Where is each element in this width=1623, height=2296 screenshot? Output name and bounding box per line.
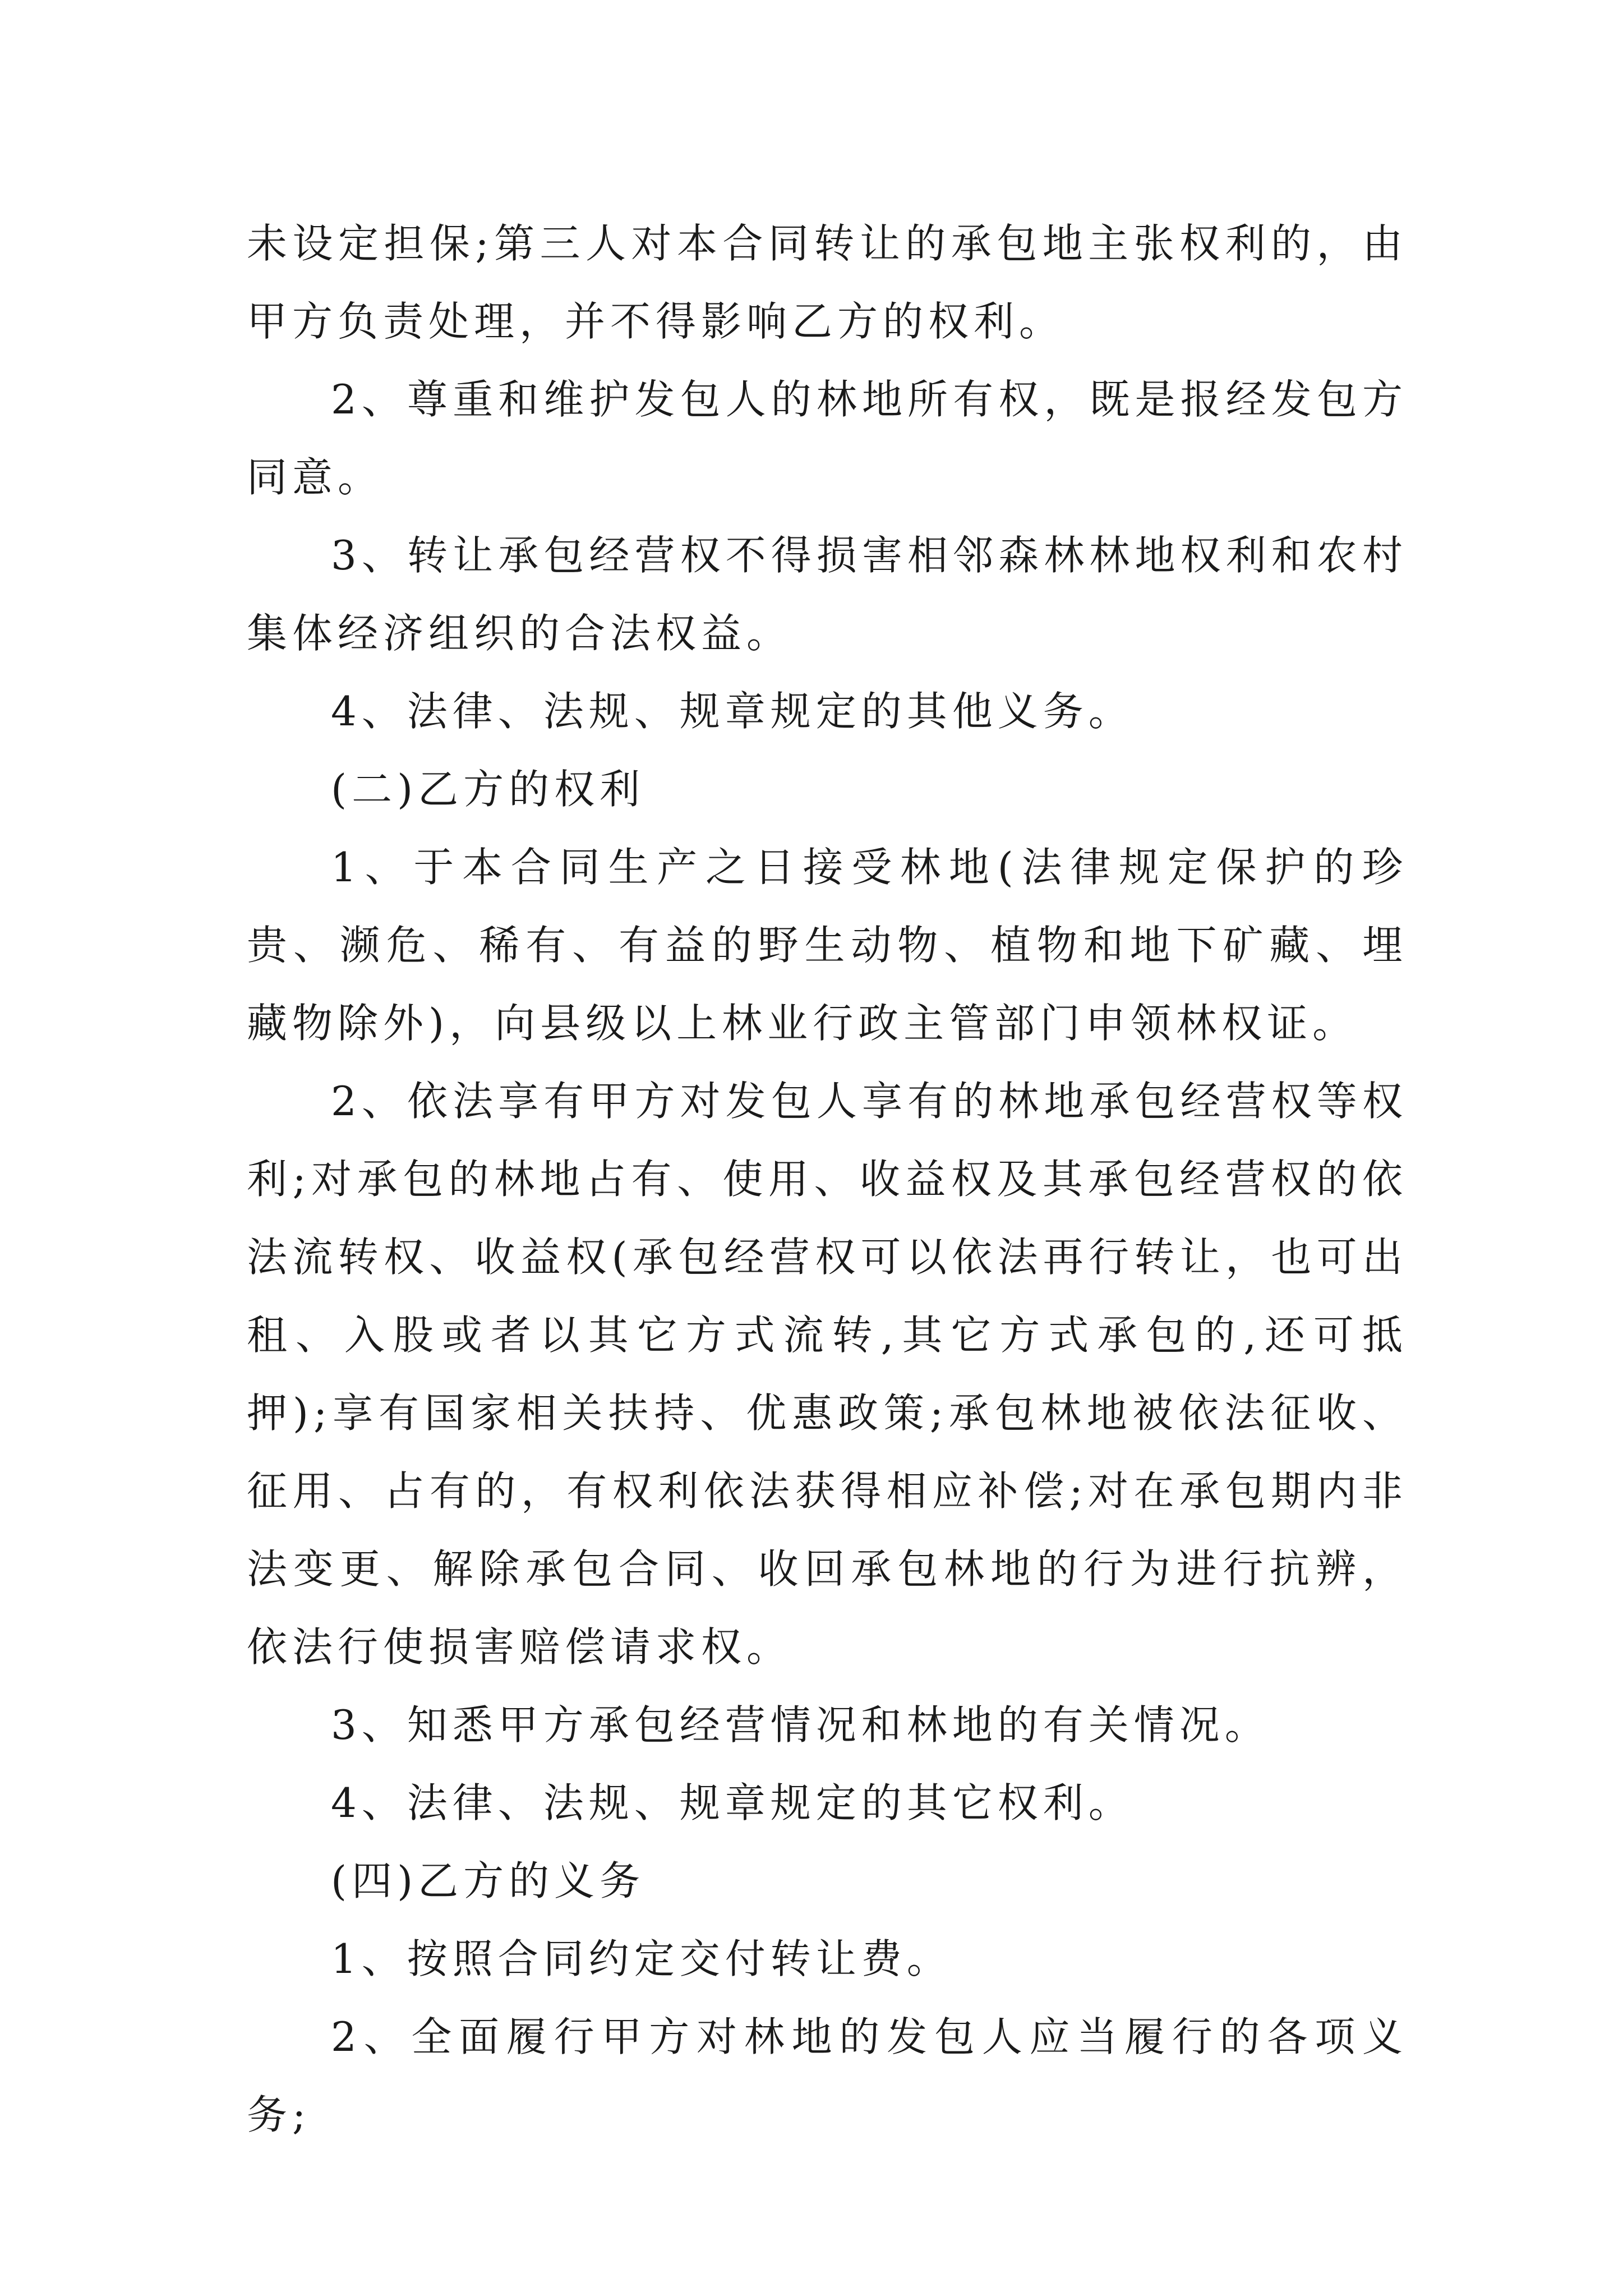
- paragraph-right-4: 4、法律、法规、规章规定的其它权利。: [331, 1779, 1134, 1826]
- section-heading-party-b-duties: (四)乙方的义务: [331, 1857, 645, 1904]
- paragraph-duty-2: 2、尊重和维护发包人的林地所有权，既是报经发包方同意。: [247, 376, 1408, 501]
- paragraph-right-2: 2、依法享有甲方对发包人享有的林地承包经营权等权利;对承包的林地占有、使用、收益权及其承包经营权的依法流转权、收益权(承包经营权可以依法再行转让，也可出租、入股或者以其它方式流转,其它方式承包的,还可抵押);享有国家相关扶持、优惠政策;承包林地被依法征收、征用、占有的，有权利依法获得相应补偿;对在承包期内非法变更、解除承包合同、收回承包林地的行为进行抗辨，依法行使损害赔偿请求权。: [247, 1078, 1408, 1671]
- section-heading-party-b-rights: (二)乙方的权利: [331, 766, 645, 813]
- paragraph-right-1: 1、于本合同生产之日接受林地(法律规定保护的珍贵、濒危、稀有、有益的野生动物、植物和地下矿藏、埋藏物除外)，向县级以上林业行政主管部门申领林权证。: [247, 844, 1408, 1047]
- document-body: [247, 205, 1408, 2154]
- paragraph-guarantee-continuation: 未设定担保;第三人对本合同转让的承包地主张权利的，由甲方负责处理，并不得影响乙方的权利。: [247, 220, 1408, 345]
- paragraph-right-3: 3、知悉甲方承包经营情况和林地的有关情况。: [331, 1701, 1270, 1749]
- paragraph-b-duty-1: 1、按照合同约定交付转让费。: [331, 1935, 952, 1982]
- paragraph-b-duty-2: 2、全面履行甲方对林地的发包人应当履行的各项义务;: [247, 2013, 1408, 2138]
- paragraph-duty-4: 4、法律、法规、规章规定的其他义务。: [331, 688, 1134, 735]
- paragraph-duty-3: 3、转让承包经营权不得损害相邻森林林地权利和农村集体经济组织的合法权益。: [247, 532, 1408, 657]
